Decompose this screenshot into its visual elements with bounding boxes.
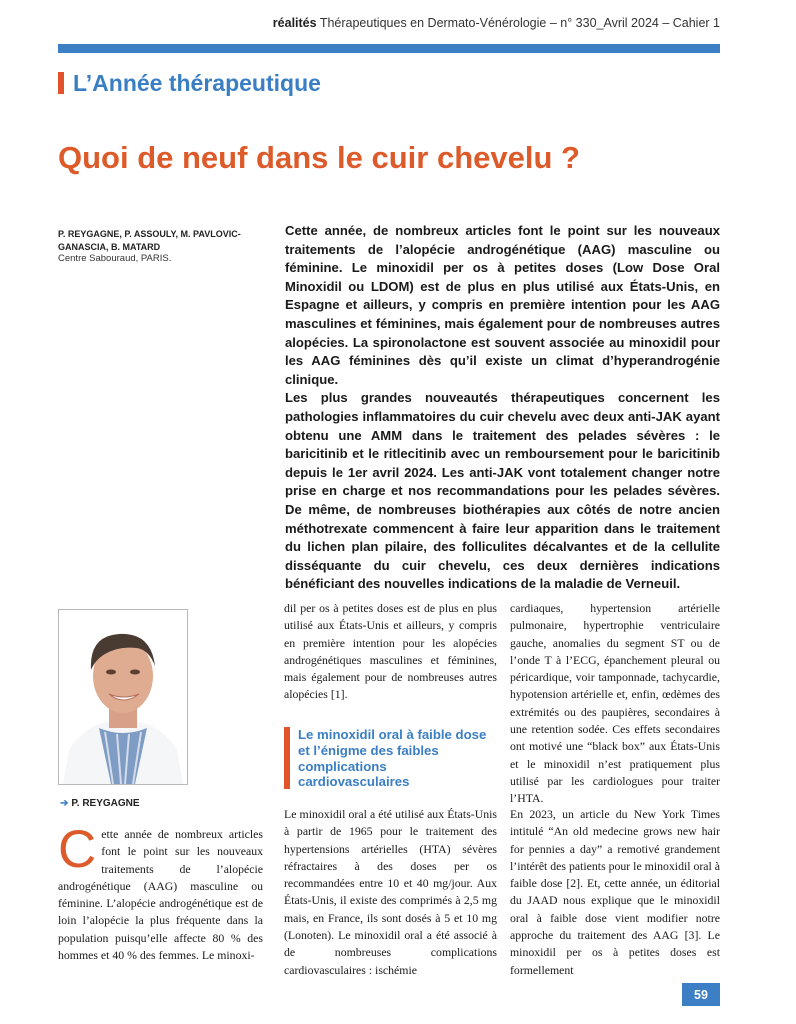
body-column-2-top bbox=[284, 600, 497, 704]
running-header bbox=[273, 16, 720, 30]
author-photo bbox=[58, 609, 188, 785]
journal-brand: réalités bbox=[272, 16, 317, 30]
body-column-2-bottom bbox=[284, 806, 497, 979]
body-paragraph: Le minoxidil oral a été utilisé aux États-Unis à partir de 1965 pour le traitement des hypertensions artérielles (HTA) sévères réfractaires à des doses per os recommandées entre 10 et 40 mg/jour. Aux États-Unis, il existe des comprimés à 2,5 mg mais, en France, ils sont dosés à 5 et 10 mg (Lonoten). Le minoxidil oral a été associé à de nombreuses complications cardiovasculaires : ischémie bbox=[284, 807, 497, 977]
arrow-right-icon: ➔ bbox=[60, 798, 69, 809]
subheading-text: Le minoxidil oral à faible dose et l’énigme des faibles complications cardiovasculaires bbox=[298, 727, 487, 790]
photo-caption-text: P. REYGAGNE bbox=[71, 798, 140, 809]
subheading-marker bbox=[284, 727, 290, 789]
abstract-paragraph-1: Cette année, de nombreux articles font le point sur les nouveaux traitements de l’alopécie androgénétique (AAG) masculine ou féminine. Le minoxidil per os à petites doses (Low Dose Oral Minoxidil ou LDOM) est de plus en plus utilisé aux États-Unis, en Espagne et ailleurs, y compris en première intention pour les AAG masculines et féminines, mais également pour de nombreuses autres alopécies. La spironolactone est souvent associée au minoxidil pour les AAG féminines dès qu’il existe un climat d’hyperandrogénie clinique. bbox=[285, 223, 720, 387]
body-column-3-bottom bbox=[510, 806, 720, 979]
body-paragraph: cardiaques, hypertension artérielle pulmonaire, hypertrophie ventriculaire gauche, anomalies du segment ST ou de l’onde T à l’ECG, épanchement pleural ou péricardique, voir tamponnade, tachycardie, hypotension artérielle et, enfin, œdèmes des extrémités ou des paupières, secondaires à une retention sodée. Ces effets secondaires ont motivé une “black box” aux États-Unis et le minoxidil n’est pratiquement plus utilisé par les cardiologues pour traiter l’HTA. bbox=[510, 601, 720, 806]
body-paragraph: ette année de nombreux articles font le point sur les nouveaux traitements de l’alopécie androgénétique (AAG) masculine ou féminine. L’alopécie androgénétique est de loin l’alopécie la plus fréquente dans la population puisqu’elle affecte 80 % des hommes et 40 % des femmes. Le minoxi- bbox=[58, 827, 263, 963]
abstract bbox=[285, 222, 720, 594]
body-paragraph: En 2023, un article du New York Times intitulé “An old medecine grows new hair for pennies a day” a remotivé grandement l’intérêt des patients pour le minoxidil oral à faible dose [2]. Et, cette année, un éditorial du JAAD nous explique que le minoxidil oral à faible dose vient modifier notre approche du traitement des AAG [3]. Le minoxidil per os à petites doses est formellement bbox=[510, 807, 720, 977]
photo-caption bbox=[60, 798, 140, 809]
authors: P. REYGAGNE, P. ASSOULY, M. PAVLOVIC-GANASCIA, B. MATARD bbox=[58, 229, 241, 252]
section-label bbox=[58, 68, 321, 98]
journal-issue: Thérapeutiques en Dermato-Vénérologie – n° 330_Avril 2024 – Cahier 1 bbox=[319, 16, 720, 30]
top-rule bbox=[58, 44, 720, 53]
body-column-1 bbox=[58, 820, 263, 964]
subheading bbox=[284, 727, 497, 790]
body-column-3-top bbox=[510, 600, 720, 808]
article-title: Quoi de neuf dans le cuir chevelu ? bbox=[58, 140, 580, 175]
section-marker bbox=[58, 72, 64, 94]
portrait-illustration bbox=[59, 610, 187, 784]
body-paragraph: dil per os à petites doses est de plus en plus utilisé aux États-Unis et ailleurs, y compris en première intention pour les alopécies androgénétiques masculines et féminines, mais également pour de nombreuses autres alopécies [1]. bbox=[284, 601, 497, 702]
section-title: L’Année thérapeutique bbox=[73, 69, 321, 96]
drop-cap: C bbox=[58, 820, 97, 879]
page-number: 59 bbox=[682, 983, 720, 1006]
abstract-paragraph-2: Les plus grandes nouveautés thérapeutiques concernent les pathologies inflammatoires du cuir chevelu avec deux anti-JAK ayant obtenu une AMM dans le traitement des pelades sévères : le baricitinib et le ritlecitinib avec un remboursement pour le baricitinib depuis le 1er avril 2024. Les anti-JAK vont totalement changer notre prise en charge et nos recommandations pour les pelades sévères. De même, de nombreuses biothérapies aux côtés de notre ancien méthotrexate commencent à faire leur apparition dans le traitement du lichen plan pilaire, des folliculites décalvantes et de la cellulite disséquante du cuir chevelu, ces deux dernières indications bénéficiant des nouvelles indications de la maladie de Verneuil. bbox=[285, 390, 720, 592]
affiliation: Centre Sabouraud, PARIS. bbox=[58, 253, 172, 264]
